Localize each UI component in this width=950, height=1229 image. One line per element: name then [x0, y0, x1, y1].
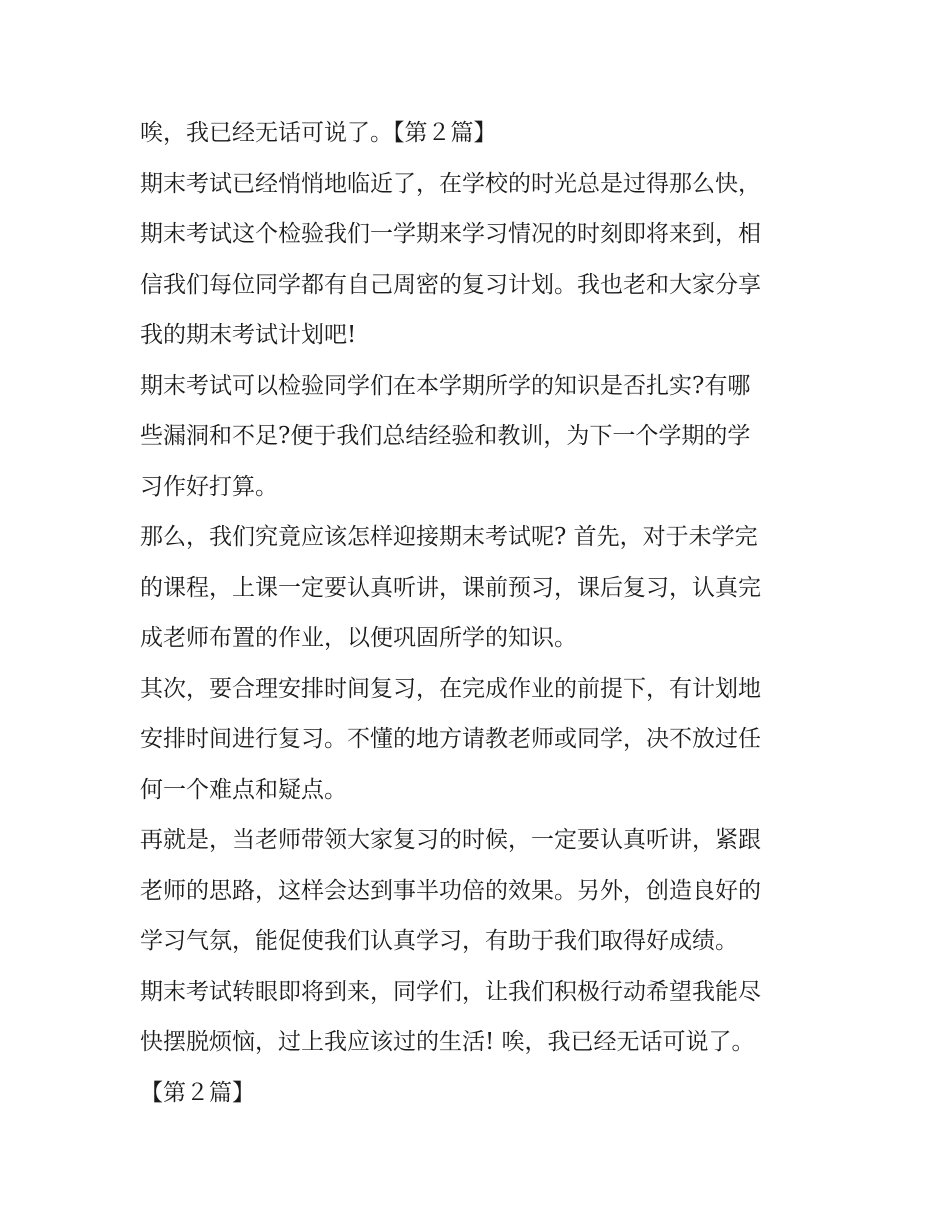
text-line: 成老师布置的作业，以便巩固所学的知识。: [140, 625, 577, 651]
text-line: 期末考试这个检验我们一学期来学习情况的时刻即将来到，相: [140, 221, 761, 247]
paragraph: [140, 159, 820, 361]
text-line: 老师的思路，这样会达到事半功倍的效果。另外，创造良好的: [140, 877, 761, 904]
document-body: [140, 108, 820, 1118]
text-line: 习作好打算。: [140, 473, 278, 500]
text-line: 信我们每位同学都有自己周密的复习计划。我也老和大家分享: [140, 271, 761, 298]
paragraph: [140, 361, 820, 513]
text-line: 期末考试已经悄悄地临近了，在学校的时光总是过得那么快，: [140, 170, 761, 197]
text-line: 那么，我们究竟应该怎样迎接期末考试呢? 首先，对于未学完: [140, 524, 758, 550]
text-line: 快摆脱烦恼，过上我应该过的生活! 唉，我已经无话可说了。: [140, 1029, 755, 1055]
paragraph: [140, 815, 820, 967]
text-line: 其次，要合理安排时间复习，在完成作业的前提下，有计划地: [140, 675, 761, 702]
text-line: 唉，我已经无话可说了。【第２篇】: [140, 120, 497, 146]
paragraph: [140, 108, 820, 159]
text-line: 期末考试转眼即将到来，同学们，让我们积极行动希望我能尽: [140, 978, 761, 1005]
text-line: 何一个难点和疑点。: [140, 776, 347, 803]
text-line: 些漏洞和不足?便于我们总结经验和教训，为下一个学期的学: [140, 423, 751, 449]
paragraph: [140, 512, 820, 664]
paragraph: [140, 967, 820, 1068]
text-line: 再就是，当老师带领大家复习的时候，一定要认真听讲，紧跟: [140, 827, 761, 853]
text-line: 安排时间进行复习。不懂的地方请教老师或同学，决不放过任: [140, 726, 761, 752]
text-line: 学习气氛，能促使我们认真学习，有助于我们取得好成绩。: [140, 928, 738, 954]
text-line: 【第２篇】: [140, 1079, 255, 1106]
section-heading: [140, 1068, 820, 1119]
text-line: 我的期末考试计划吧!: [140, 322, 357, 348]
paragraph: [140, 664, 820, 816]
text-line: 的课程，上课一定要认真听讲，课前预习，课后复习，认真完: [140, 574, 761, 601]
text-line: 期末考试可以检验同学们在本学期所学的知识是否扎实?有哪: [140, 372, 751, 399]
